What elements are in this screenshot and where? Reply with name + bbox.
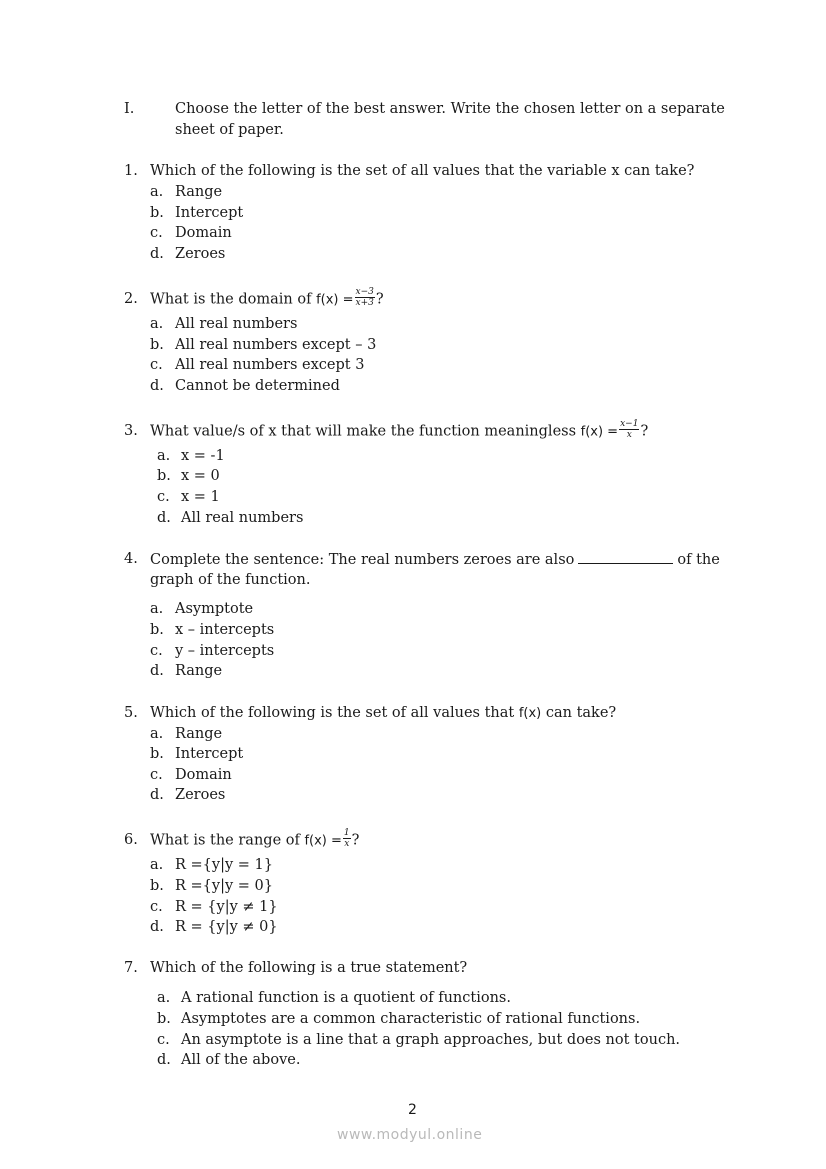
choice-text: Range bbox=[175, 726, 223, 742]
choice-letter: c. bbox=[150, 767, 163, 783]
question-5-suffix: can take? bbox=[541, 705, 617, 721]
choice-letter: d. bbox=[150, 378, 164, 394]
fraction-denominator: x bbox=[344, 839, 350, 849]
choice-text: All of the above. bbox=[181, 1052, 301, 1068]
instructions-line-1: Choose the letter of the best answer. Write the chosen letter on a separate bbox=[175, 101, 725, 117]
section-numeral: I. bbox=[124, 101, 135, 117]
choice-letter: d. bbox=[150, 663, 164, 679]
fraction-numerator: x−3 bbox=[355, 287, 374, 297]
question-2-text bbox=[150, 289, 384, 311]
choice-letter: d. bbox=[150, 787, 164, 803]
fraction bbox=[355, 287, 375, 308]
choice-letter: c. bbox=[150, 643, 163, 659]
choice-text: Range bbox=[175, 663, 223, 679]
choice-letter: b. bbox=[150, 746, 164, 762]
answer-blank bbox=[578, 549, 673, 564]
choice-letter: c. bbox=[150, 357, 163, 373]
choice-text: Zeroes bbox=[175, 246, 226, 262]
choice-text: Zeroes bbox=[175, 787, 226, 803]
watermark: www.modyul.online bbox=[337, 1127, 483, 1143]
choice-text: All real numbers except – 3 bbox=[175, 337, 377, 353]
choice-text: x = 0 bbox=[181, 468, 220, 484]
choice-text: Cannot be determined bbox=[175, 378, 340, 394]
function-label: f(x) bbox=[518, 706, 542, 721]
question-3-number: 3. bbox=[124, 423, 138, 439]
question-4-text bbox=[150, 549, 720, 570]
choice-letter: a. bbox=[150, 857, 164, 873]
question-mark: ? bbox=[640, 423, 649, 440]
question-6-prefix: What is the range of bbox=[150, 832, 305, 849]
function-label: f(x) = bbox=[304, 833, 342, 849]
choice-letter: c. bbox=[150, 899, 163, 915]
choice-text: All real numbers bbox=[181, 510, 304, 526]
choice-text: y – intercepts bbox=[175, 643, 275, 659]
question-4-number: 4. bbox=[124, 551, 138, 567]
choice-letter: a. bbox=[150, 184, 164, 200]
choice-text: An asymptote is a line that a graph approaches, but does not touch. bbox=[181, 1032, 681, 1048]
choice-letter: c. bbox=[157, 1032, 170, 1048]
question-3-prefix: What value/s of x that will make the function meaningless bbox=[150, 423, 581, 440]
choice-text: R = {y|y ≠ 1} bbox=[175, 899, 278, 915]
choice-letter: a. bbox=[150, 316, 164, 332]
question-3-text bbox=[150, 421, 648, 443]
instructions-line-2: sheet of paper. bbox=[175, 122, 284, 138]
choice-letter: b. bbox=[157, 1011, 171, 1027]
choice-letter: b. bbox=[150, 337, 164, 353]
question-5-number: 5. bbox=[124, 705, 138, 721]
choice-letter: d. bbox=[150, 919, 164, 935]
choice-letter: b. bbox=[157, 468, 171, 484]
choice-letter: d. bbox=[157, 510, 171, 526]
choice-text: Domain bbox=[175, 225, 232, 241]
question-5-text bbox=[150, 703, 616, 724]
question-mark: ? bbox=[375, 291, 384, 308]
function-label: f(x) = bbox=[580, 424, 619, 440]
question-6-number: 6. bbox=[124, 832, 138, 848]
page-number: 2 bbox=[408, 1102, 417, 1118]
question-6-text bbox=[150, 830, 359, 852]
choice-letter: b. bbox=[150, 622, 164, 638]
choice-letter: c. bbox=[157, 489, 170, 505]
question-1-number: 1. bbox=[124, 163, 138, 179]
fraction-numerator: 1 bbox=[343, 828, 350, 838]
choice-text: R = {y|y ≠ 0} bbox=[175, 919, 278, 935]
choice-letter: c. bbox=[150, 225, 163, 241]
choice-text: Intercept bbox=[175, 746, 244, 762]
question-4-line-2: graph of the function. bbox=[150, 572, 311, 588]
choice-letter: a. bbox=[157, 990, 171, 1006]
function-label: f(x) = bbox=[316, 292, 354, 308]
choice-letter: b. bbox=[150, 205, 164, 221]
choice-text: x = -1 bbox=[181, 448, 225, 464]
question-2-prefix: What is the domain of bbox=[150, 291, 317, 308]
fraction bbox=[343, 828, 351, 849]
choice-text: Intercept bbox=[175, 205, 244, 221]
fraction-denominator: x+3 bbox=[355, 298, 374, 308]
choice-text: Domain bbox=[175, 767, 232, 783]
choice-text: x = 1 bbox=[181, 489, 220, 505]
fraction-numerator: x−1 bbox=[620, 419, 639, 429]
choice-text: A rational function is a quotient of functions. bbox=[181, 990, 511, 1006]
choice-letter: a. bbox=[157, 448, 171, 464]
choice-text: x – intercepts bbox=[175, 622, 275, 638]
choice-text: All real numbers bbox=[175, 316, 298, 332]
question-4-part-1: Complete the sentence: The real numbers zeroes are also bbox=[150, 552, 575, 568]
choice-text: Asymptote bbox=[175, 601, 254, 617]
fraction bbox=[619, 419, 639, 440]
choice-letter: a. bbox=[150, 601, 164, 617]
choice-letter: a. bbox=[150, 726, 164, 742]
question-2-number: 2. bbox=[124, 291, 138, 307]
question-7-number: 7. bbox=[124, 960, 138, 976]
choice-letter: d. bbox=[150, 246, 164, 262]
question-1-text: Which of the following is the set of all values that the variable x can take? bbox=[150, 163, 695, 179]
choice-text: All real numbers except 3 bbox=[175, 357, 365, 373]
choice-text: Range bbox=[175, 184, 223, 200]
choice-text: Asymptotes are a common characteristic of rational functions. bbox=[181, 1011, 641, 1027]
fraction-denominator: x bbox=[626, 430, 632, 440]
question-4-part-2: of the bbox=[677, 552, 720, 568]
choice-letter: d. bbox=[157, 1052, 171, 1068]
question-7-text: Which of the following is a true statement? bbox=[150, 960, 468, 976]
choice-text: R ={y|y = 1} bbox=[175, 857, 273, 873]
question-5-prefix: Which of the following is the set of all values that bbox=[150, 705, 519, 721]
choice-text: R ={y|y = 0} bbox=[175, 878, 273, 894]
question-mark: ? bbox=[351, 832, 360, 849]
choice-letter: b. bbox=[150, 878, 164, 894]
